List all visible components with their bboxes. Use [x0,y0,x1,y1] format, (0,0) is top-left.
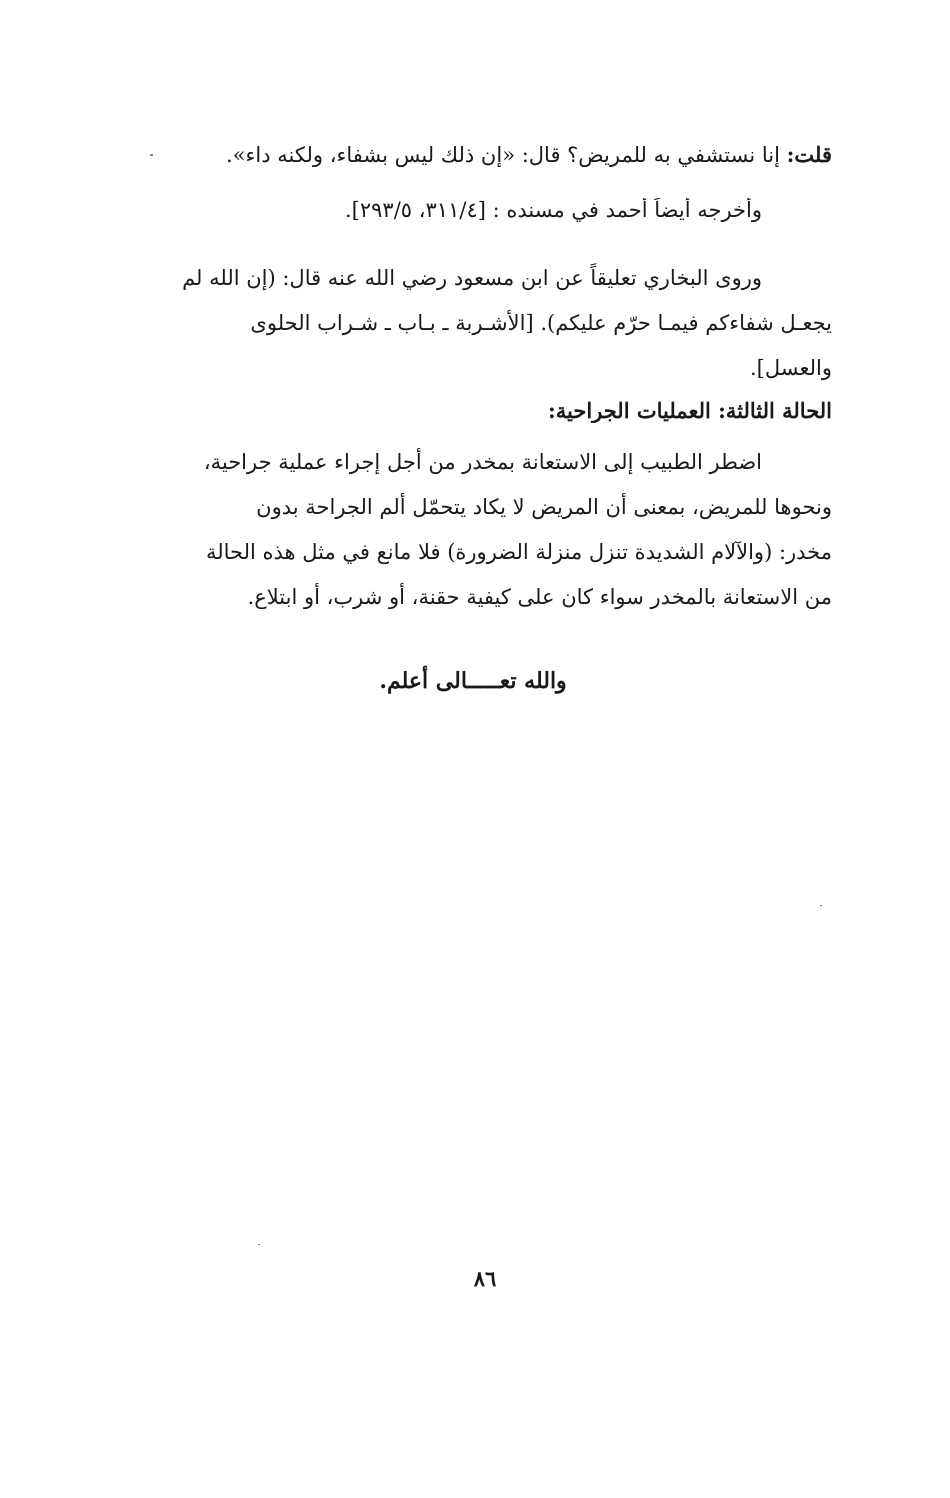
qultu-label: قلت: [786,142,832,167]
paragraph-4-line-3: مخدر: (والآلام الشديدة تنزل منزلة الضرورة) فلا مانع في مثل هذه الحالة [205,540,832,564]
section-heading-block [132,398,832,423]
paragraph-3 [132,256,832,391]
scan-speck [820,905,822,906]
paragraph-4-line-4: من الاستعانة بالمخدر سواء كان على كيفية حقنة، أو شرب، أو ابتلاع. [247,585,832,609]
paragraph-2-line-1: وأخرجه أيضاً أحمد في مسنده : [٣١١/٤، ٢٩٣/٥]. [345,198,762,222]
scan-speck [258,1244,260,1245]
scan-speck [150,154,153,156]
paragraph-3-line-1: وروى البخاري تعليقاً عن ابن مسعود رضي الله عنه قال: (إن الله لم [182,266,762,290]
closing-line: والله تعـــــالى أعلم. [379,668,567,694]
paragraph-1 [132,142,832,167]
paragraph-3-line-3: والعسل]. [749,356,832,380]
paragraph-3-line-2: يجعـل شفاءكم فيمـا حرّم عليكم). [الأشـربة ـ بـاب ـ شـراب الحلوى [250,311,832,335]
paragraph-1-text: إنا نستشفي به للمريض؟ قال: «إن ذلك ليس بشفاء، ولكنه داء». [226,143,787,167]
paragraph-2 [132,198,832,222]
paragraph-4 [132,440,832,620]
page-number: ٨٦ [473,1266,497,1291]
paragraph-1-line-1 [132,142,832,167]
section-heading: الحالة الثالثة: العمليات الجراحية: [548,398,832,423]
paragraph-4-line-1: اضطر الطبيب إلى الاستعانة بمخدر من أجل إجراء عملية جراحية، [203,450,762,474]
paragraph-4-line-2: ونحوها للمريض، بمعنى أن المريض لا يكاد يتحمّل ألم الجراحة بدون [256,495,832,519]
